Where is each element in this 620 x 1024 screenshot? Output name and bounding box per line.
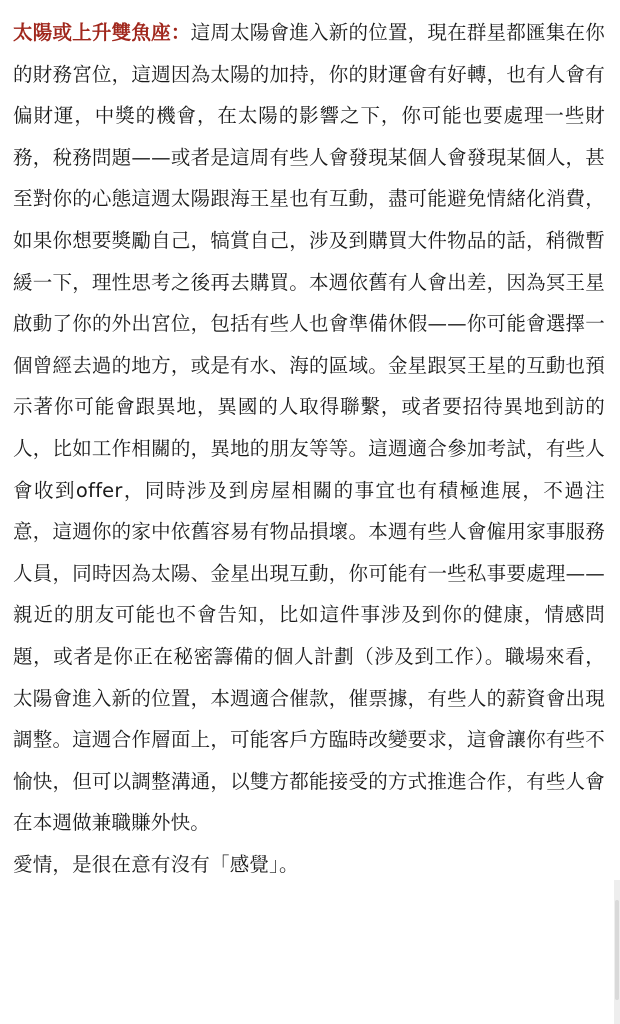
sign-heading: 太陽或上升雙魚座： bbox=[13, 21, 191, 44]
article-paragraph bbox=[13, 12, 605, 844]
love-paragraph: 愛情，是很在意有沒有「感覺」。 bbox=[13, 852, 299, 876]
scrollbar-thumb[interactable] bbox=[615, 900, 619, 1000]
horoscope-article bbox=[13, 12, 605, 885]
paragraph-body: 這周太陽會進入新的位置，現在群星都匯集在你的財務宮位，這週因為太陽的加持，你的財運會有好轉，也有人會有偏財運，中獎的機會，在太陽的影響之下，你可能也要處理一些財務，稅務問題——或者是這周有些人會發現某個人會發現某個人，甚至對你的心態這週太陽跟海王星也有互動，盡可能避免情緒化消費，如果你想要獎勵自己，犒賞自己，涉及到購買大件物品的話，稍微暫緩一下，理性思考之後再去購買。本週依舊有人會出差，因為冥王星啟動了你的外出宮位，包括有些人也會準備休假——你可能會選擇一個曾經去過的地方，或是有水、海的區域。金星跟冥王星的互動也預示著你可能會跟異地，異國的人取得聯繫，或者要招待異地到訪的人，比如工作相關的，異地的朋友等等。這週適合參加考試，有些人會收到offer，同時涉及到房屋相關的事宜也有積極進展，不過注意，這週你的家中依舊容易有物品損壞。本週有些人會僱用家事服務人員，同時因為太陽、金星出現互動，你可能有一些私事要處理——親近的朋友可能也不會告知，比如這件事涉及到你的健康，情感問題，或者是你正在秘密籌備的個人計劃（涉及到工作）。職場來看，太陽會進入新的位置，本週適合催款，催票據，有些人的薪資會出現調整。這週合作層面上，可能客戶方臨時改變要求，這會讓你有些不愉快，但可以調整溝通，以雙方都能接受的方式推進合作，有些人會在本週做兼職賺外快。 bbox=[13, 21, 605, 835]
